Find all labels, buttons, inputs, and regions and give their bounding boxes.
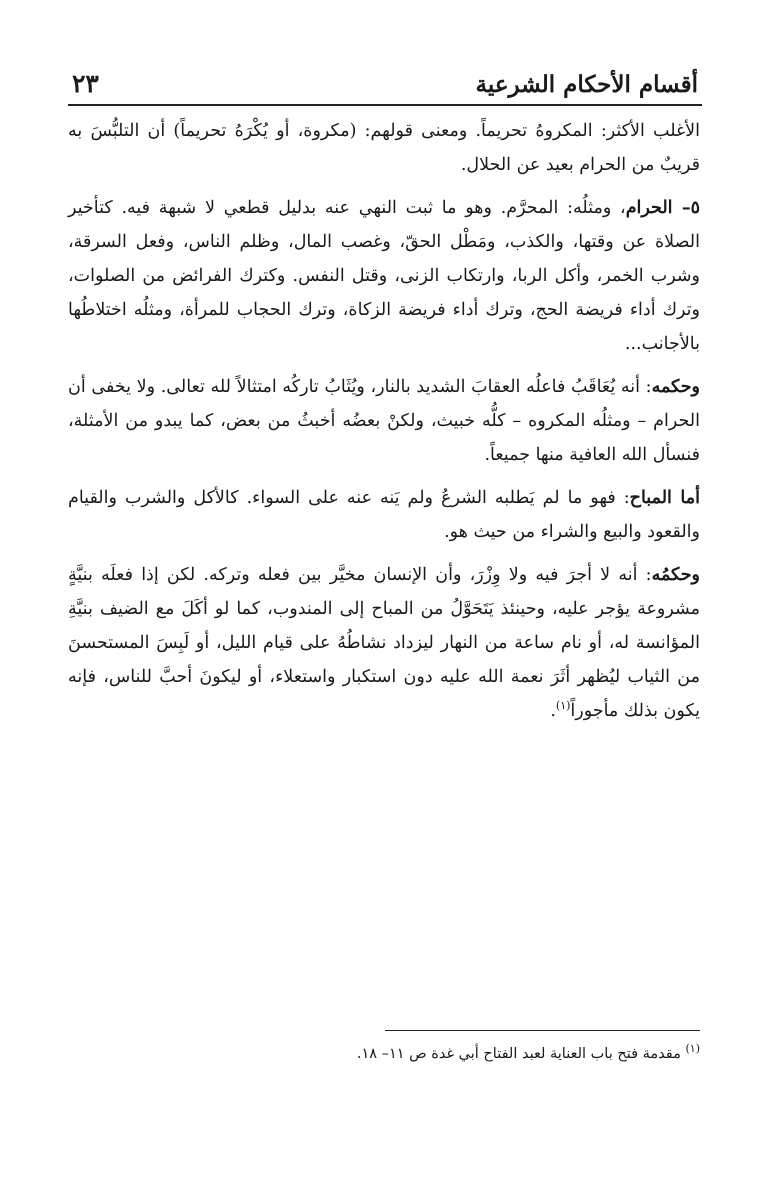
paragraph-text: : أنه لا أجرَ فيه ولا وِزْرَ، وأن الإنسان مخيَّر بين فعله وتركه. لكن إذا فعلَه بنيَّةٍ مشروعة يؤجر عليه، وحينئذ يَتَحَوَّلُ من المباح إلى المندوب، كما لو أكَلَ مع الضيف بنيَّةِ المؤانسة له، أو نام ساعة من النهار ليزداد نشاطُهُ على قيام الليل، أو لَبِسَ المستحسنَ من الثياب ليُظهر أثَرَ نعمة الله عليه دون استكبار واستعلاء، أو ليكونَ أحبَّ للناس، فإنه يكون بذلك مأجوراً: [68, 565, 700, 721]
paragraph-lead: وحكمُه: [651, 565, 700, 585]
paragraph-text: ، ومثلُه: المحرَّم. وهو ما ثبت النهي عنه بدليل قطعي لا شبهة فيه. كتأخير الصلاة عن وقتها، والكذب، ومَطْل الحقّ، وغصب المال، وظلم الناس، وفعل السرقة، وشرب الخمر، وأكل الربا، وارتكاب الزنى، وقتل النفس. وكترك الفرائض من الصلوات، وترك أداء فريضة الحج، وترك أداء فريضة الزكاة، وترك الحجاب للمرأة، ومثلُه اختلاطُها بالأجانب...: [68, 198, 700, 354]
paragraph-lead: ٥– الحرام: [625, 198, 700, 218]
paragraph-lead: وحكمه: [651, 377, 700, 397]
footnote-mark: (١): [685, 1042, 700, 1056]
footnote-reference[interactable]: (١): [555, 699, 571, 713]
paragraph-tail: .: [550, 701, 556, 721]
paragraph: [68, 370, 700, 472]
footnote-rule: [385, 1030, 700, 1031]
paragraph-text: : أنه يُعَاقَبُ فاعلُه العقابَ الشديد بالنار، ويُثَابُ تاركُه امتثالاً لله تعالى. ولا يخفى أن الحرام – ومثلُه المكروه – كلُّه خبيث، ولكنْ بعضُه أخبثُ من بعض، كما يبدو من الأمثلة، فنسأل الله العافية منها جميعاً.: [68, 377, 700, 465]
paragraph-text: : فهو ما لم يَطلبه الشرعُ ولم يَنه عنه على السواء. كالأكل والشرب والقيام والقعود والبيع والشراء من حيث هو.: [68, 488, 700, 542]
paragraph: [68, 481, 700, 549]
paragraph: [68, 191, 700, 361]
page-number: ٢٣: [72, 69, 99, 98]
footnote: [68, 1042, 700, 1066]
running-header: [72, 58, 698, 98]
header-rule: [68, 104, 702, 106]
paragraph-lead: أما المباح: [629, 488, 700, 508]
chapter-title: أقسام الأحكام الشرعية: [475, 71, 698, 98]
footnote-text: مقدمة فتح باب العناية لعبد الفتاح أبي غدة ص ١١– ١٨.: [356, 1046, 686, 1062]
paragraph: [68, 558, 700, 728]
paragraph: [68, 114, 700, 182]
paragraph-text: الأغلب الأكثر: المكروهُ تحريماً. ومعنى قولهم: (مكروة، أو يُكْرَهُ تحريماً) أن التلبُّسَ به قريبٌ من الحرام بعيد عن الحلال.: [68, 121, 700, 175]
body-text: [68, 114, 700, 737]
